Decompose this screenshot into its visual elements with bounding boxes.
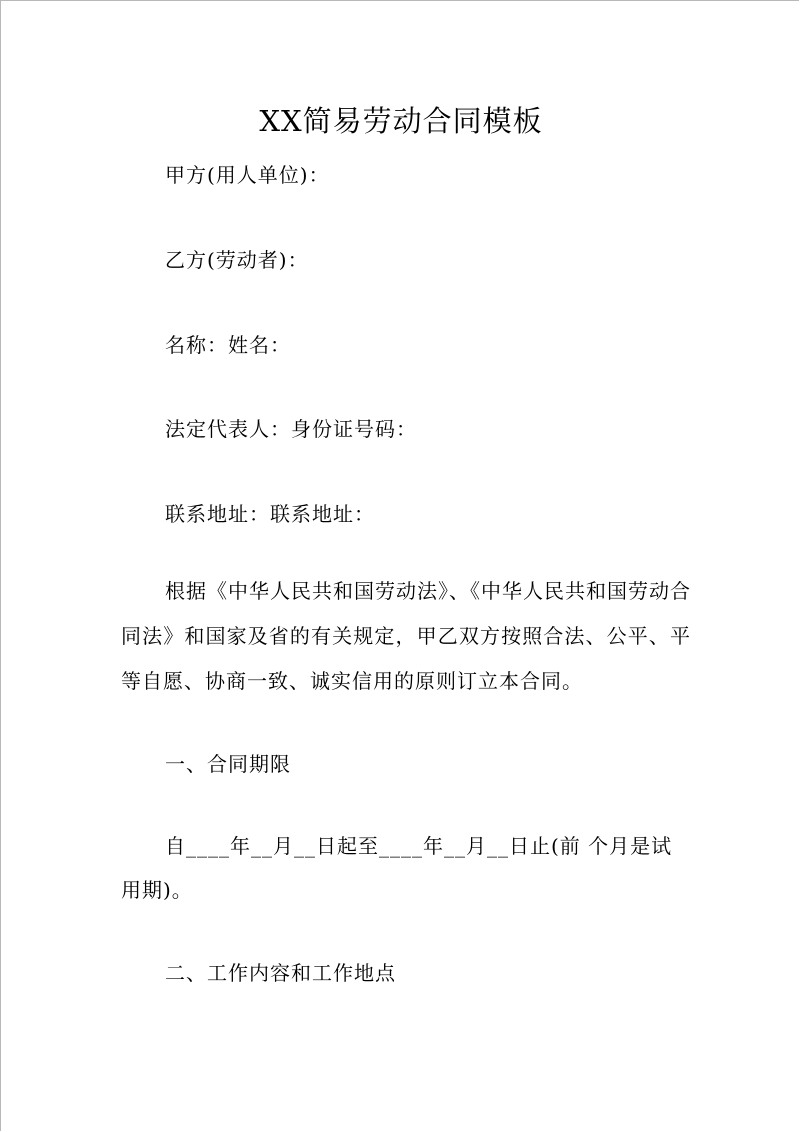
address-line: 联系地址：联系地址： — [165, 502, 375, 526]
name-line: 名称：姓名： — [165, 333, 291, 357]
intro-paragraph: 根据《中华人民共和国劳动法》、《中华人民共和国劳动合同法》和国家及省的有关规定，甲乙双方按照合法、公平、平等自愿、协商一致、诚实信用的原则订立本合同。 — [121, 579, 691, 693]
representative-id-line: 法定代表人：身份证号码： — [165, 417, 417, 441]
section-1-heading: 一、合同期限 — [165, 752, 291, 776]
document-title: XX简易劳动合同模板 — [259, 104, 543, 138]
section-2-heading: 二、工作内容和工作地点 — [165, 961, 396, 985]
party-a-line: 甲方(用人单位)： — [165, 163, 330, 187]
party-b-line: 乙方(劳动者)： — [165, 248, 309, 272]
section-1-text: 自____年__月__日起至____年__月__日止(前 个月是试用期)。 — [121, 834, 673, 902]
